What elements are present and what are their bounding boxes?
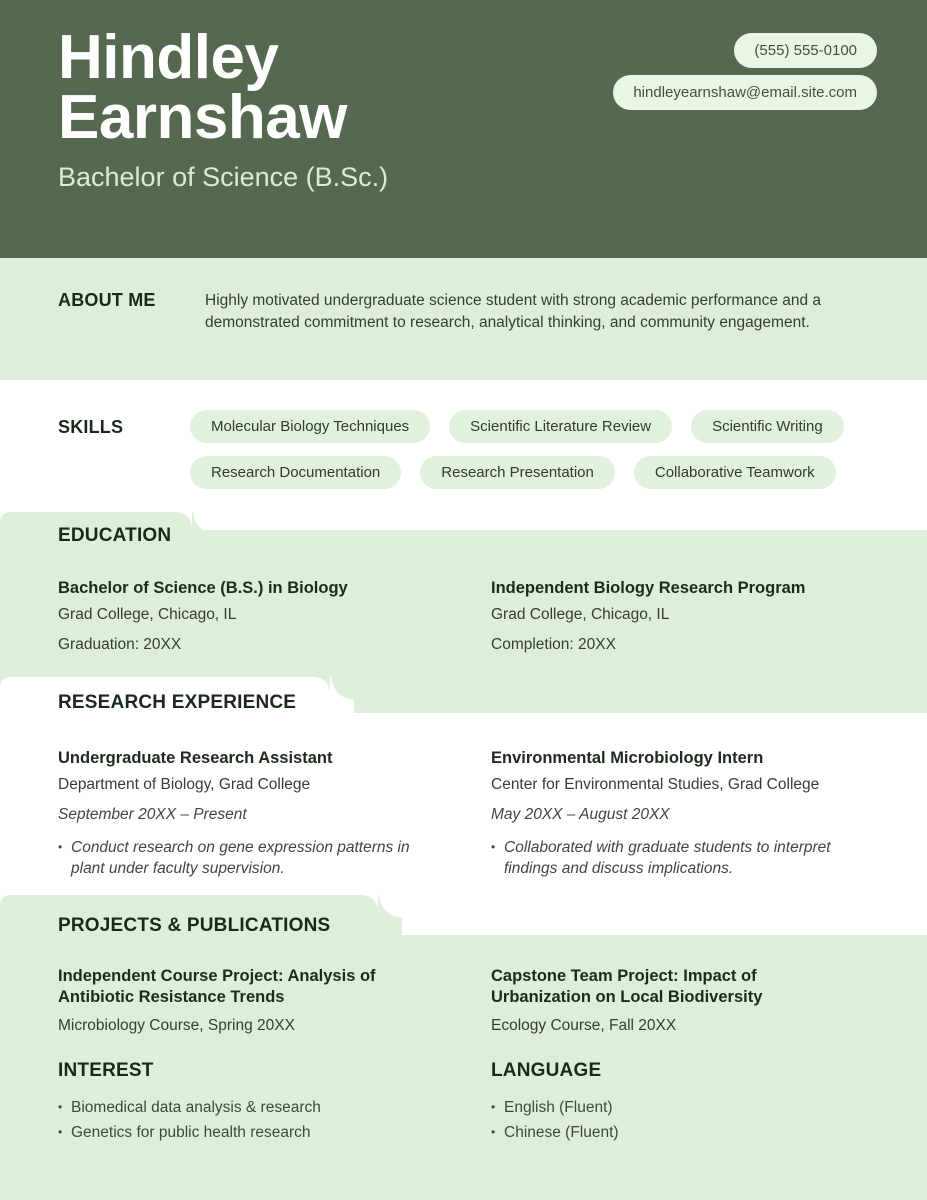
interest-heading: INTEREST: [58, 1060, 154, 1081]
entry-org: Grad College, Chicago, IL: [58, 606, 237, 623]
entry-title: Independent Biology Research Program: [491, 579, 806, 597]
skills-heading: SKILLS: [58, 417, 124, 437]
projects-body: [0, 935, 927, 1200]
project-entry: [491, 966, 924, 1036]
bullet-item: [491, 837, 924, 879]
entry-bullets: [58, 837, 491, 879]
entry-bullets: [491, 837, 924, 879]
name-line-1: Hindley: [58, 23, 279, 92]
list-item: [58, 1120, 491, 1145]
entry-title: Independent Course Project: Analysis of Antibiotic Resistance Trends: [58, 967, 376, 1006]
education-entry: [491, 578, 924, 655]
entry-org: Center for Environmental Studies, Grad College: [491, 776, 820, 793]
skill-pill: Molecular Biology Techniques: [190, 410, 430, 443]
language-block: [491, 1060, 924, 1145]
projects-section: [0, 895, 927, 1200]
education-entry: [58, 578, 491, 655]
name-line-2: Earnshaw: [58, 83, 347, 152]
entry-date: September 20XX – Present: [58, 806, 247, 823]
skill-pill: Research Presentation: [420, 456, 615, 489]
skill-pill: Research Documentation: [190, 456, 401, 489]
research-section: [0, 677, 927, 895]
skills-section: [0, 380, 927, 512]
project-entry: [58, 966, 491, 1036]
bullet-dot: •: [58, 1125, 63, 1139]
research-entry: [58, 748, 491, 879]
entry-title: Bachelor of Science (B.S.) in Biology: [58, 579, 348, 597]
bullet-item: [58, 837, 491, 879]
interest-list: [58, 1095, 491, 1145]
research-body: [0, 713, 927, 895]
list-item-text: Biomedical data analysis & research: [71, 1099, 321, 1116]
language-list: [491, 1095, 924, 1145]
skill-pill: Scientific Literature Review: [449, 410, 672, 443]
list-item-text: Genetics for public health research: [71, 1124, 311, 1141]
skill-pill: Scientific Writing: [691, 410, 844, 443]
bullet-dot: •: [491, 1125, 496, 1139]
bullet-dot: •: [58, 1100, 63, 1114]
bullet-dot: •: [58, 840, 63, 854]
degree-subtitle: Bachelor of Science (B.Sc.): [58, 162, 389, 192]
entry-date: Completion: 20XX: [491, 636, 616, 653]
entry-org: Grad College, Chicago, IL: [491, 606, 670, 623]
bullet-dot: •: [491, 840, 496, 854]
contact-pills: [613, 33, 877, 110]
entry-title: Undergraduate Research Assistant: [58, 749, 333, 767]
entry-org: Department of Biology, Grad College: [58, 776, 311, 793]
research-entry: [491, 748, 924, 879]
list-item: [491, 1095, 924, 1120]
interest-block: [58, 1060, 491, 1145]
projects-heading: PROJECTS & PUBLICATIONS: [58, 915, 331, 936]
list-item-text: English (Fluent): [504, 1099, 613, 1116]
education-body: [0, 530, 927, 677]
bullet-text: Collaborated with graduate students to interpret findings and discuss implications.: [504, 839, 831, 877]
about-heading: ABOUT ME: [58, 290, 156, 310]
list-item: [491, 1120, 924, 1145]
entry-date: Graduation: 20XX: [58, 636, 182, 653]
phone-badge[interactable]: (555) 555-0100: [734, 33, 877, 68]
bullet-dot: •: [491, 1100, 496, 1114]
entry-title: Environmental Microbiology Intern: [491, 749, 764, 767]
skill-pill: Collaborative Teamwork: [634, 456, 836, 489]
project-sub: Microbiology Course, Spring 20XX: [58, 1017, 295, 1034]
header: [0, 0, 927, 258]
research-heading: RESEARCH EXPERIENCE: [58, 692, 297, 713]
list-item: [58, 1095, 491, 1120]
language-heading: LANGUAGE: [491, 1060, 602, 1081]
about-text: Highly motivated undergraduate science student with strong academic performance and a demonstrated commitment to research, analytical thinking, and community engagement.: [205, 292, 822, 331]
education-heading: EDUCATION: [58, 525, 172, 546]
project-sub: Ecology Course, Fall 20XX: [491, 1017, 677, 1034]
bullet-text: Conduct research on gene expression patterns in plant under faculty supervision.: [71, 839, 410, 877]
skill-pill-list: [190, 410, 865, 512]
list-item-text: Chinese (Fluent): [504, 1124, 619, 1141]
education-section: [0, 512, 927, 677]
entry-date: May 20XX – August 20XX: [491, 806, 670, 823]
email-badge[interactable]: hindleyearnshaw@email.site.com: [613, 75, 877, 110]
about-section: [0, 258, 927, 380]
entry-title: Capstone Team Project: Impact of Urbanization on Local Biodiversity: [491, 967, 763, 1006]
